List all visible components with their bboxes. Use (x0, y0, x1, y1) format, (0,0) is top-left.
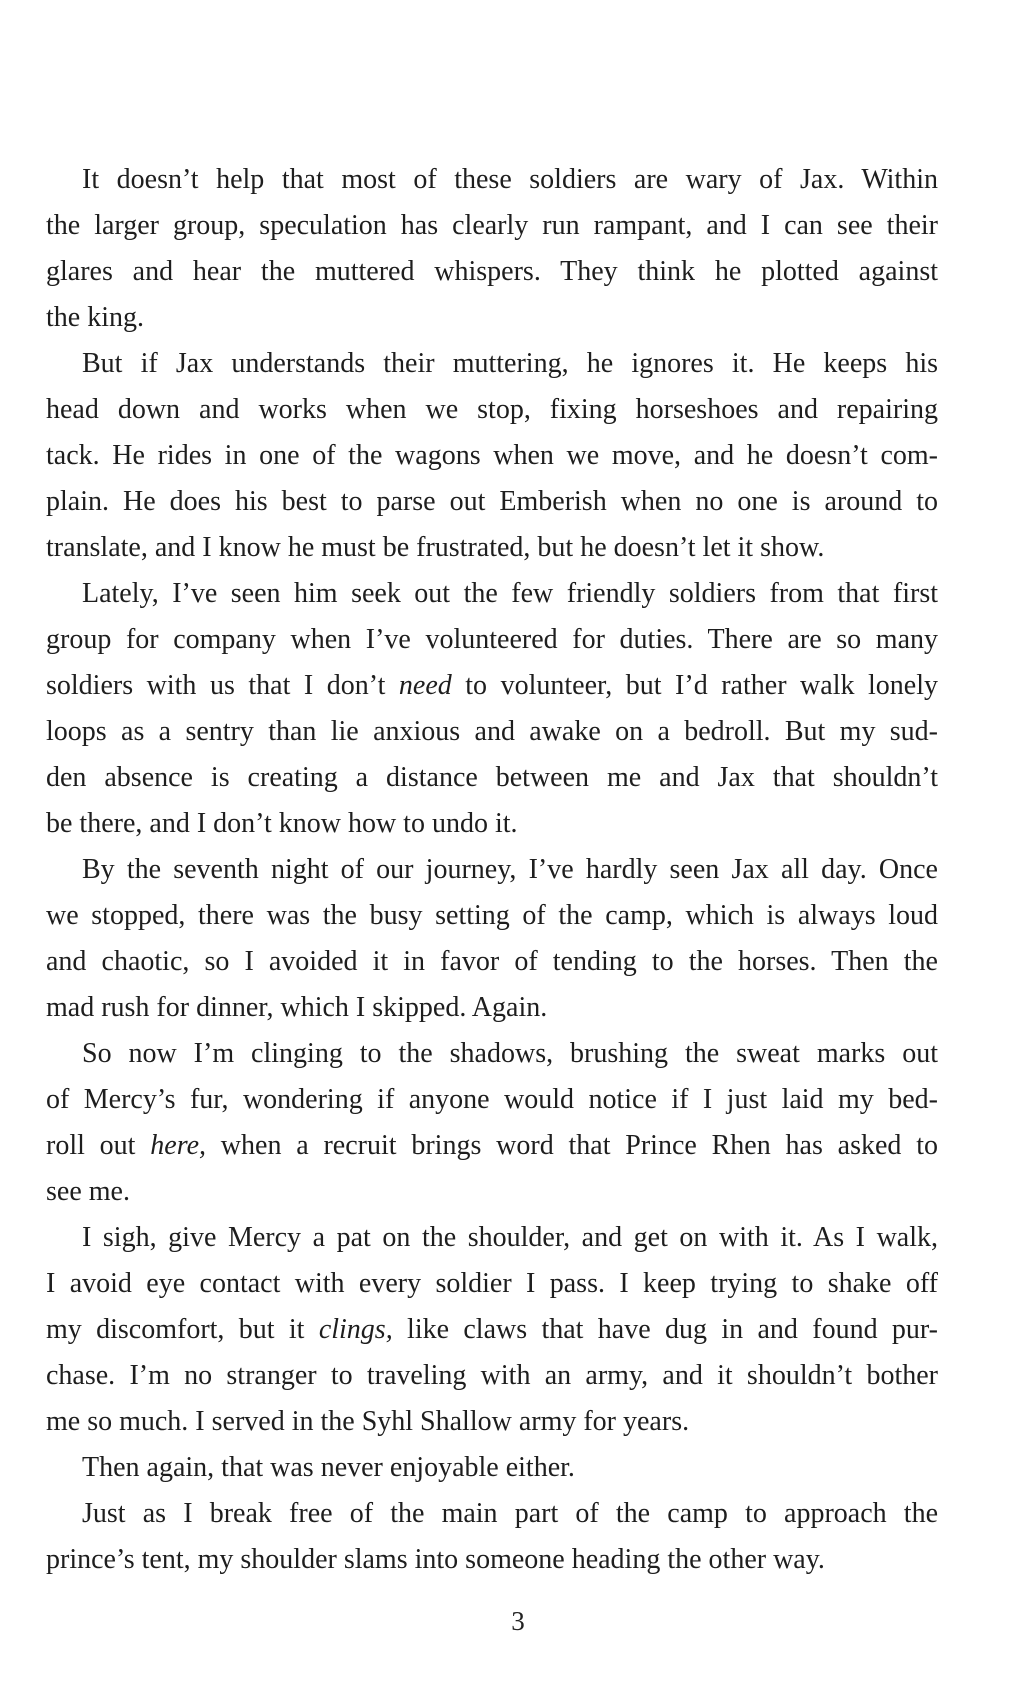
text-line (46, 663, 938, 709)
text-segment: prince’s tent, my shoulder slams into someone heading the other way. (46, 1544, 825, 1575)
text-segment: the larger group, speculation has clearly run rampant, and I can see their (46, 210, 938, 241)
text-segment: tack. He rides in one of the wagons when we move, and he doesn’t com- (46, 440, 938, 471)
text-line (46, 985, 938, 1031)
text-line (46, 1537, 938, 1583)
text-line (46, 341, 938, 387)
text-segment: mad rush for dinner, which I skipped. Again. (46, 992, 548, 1023)
text-segment: head down and works when we stop, fixing horseshoes and repairing (46, 394, 938, 425)
text-segment: loops as a sentry than lie anxious and awake on a bedroll. But my sud- (46, 716, 938, 747)
text-segment: plain. He does his best to parse out Emberish when no one is around to (46, 486, 938, 517)
text-segment: to volunteer, but I’d rather walk lonely (451, 670, 938, 701)
text-line (46, 1399, 938, 1445)
text-line (46, 203, 938, 249)
text-segment: I sigh, give Mercy a pat on the shoulder, and get on with it. As I walk, (82, 1222, 938, 1253)
text-segment: den absence is creating a distance between me and Jax that shouldn’t (46, 762, 938, 793)
text-line (46, 387, 938, 433)
text-line (46, 709, 938, 755)
text-line (46, 617, 938, 663)
text-line (46, 249, 938, 295)
text-segment: when a recruit brings word that Prince Rhen has asked to (206, 1130, 938, 1161)
text-line (46, 479, 938, 525)
text-line (46, 1261, 938, 1307)
text-line (46, 157, 938, 203)
text-line (46, 801, 938, 847)
body-text (46, 157, 938, 1583)
text-line (46, 939, 938, 985)
italic-text: here, (150, 1130, 206, 1161)
text-segment: glares and hear the muttered whispers. They think he plotted against (46, 256, 938, 287)
text-segment: translate, and I know he must be frustrated, but he doesn’t let it show. (46, 532, 825, 563)
text-segment: like claws that have dug in and found pur- (392, 1314, 938, 1345)
text-segment: Lately, I’ve seen him seek out the few friendly soldiers from that first (82, 578, 938, 609)
text-line (46, 847, 938, 893)
text-line (46, 755, 938, 801)
text-line (46, 893, 938, 939)
text-segment: be there, and I don’t know how to undo it. (46, 808, 518, 839)
text-line (46, 1077, 938, 1123)
text-segment: So now I’m clinging to the shadows, brushing the sweat marks out (82, 1038, 938, 1069)
text-segment: Just as I break free of the main part of the camp to approach the (82, 1498, 938, 1529)
text-segment: soldiers with us that I don’t (46, 670, 399, 701)
italic-text: clings, (318, 1314, 393, 1345)
text-line (46, 571, 938, 617)
text-segment: group for company when I’ve volunteered for duties. There are so many (46, 624, 938, 655)
text-line (46, 1491, 938, 1537)
text-segment: chase. I’m no stranger to traveling with an army, and it shouldn’t bother (46, 1360, 938, 1391)
text-segment: Then again, that was never enjoyable either. (82, 1452, 575, 1483)
text-line (46, 1031, 938, 1077)
page-number: 3 (511, 1606, 525, 1636)
text-segment: we stopped, there was the busy setting of the camp, which is always loud (46, 900, 938, 931)
italic-text: need (398, 670, 452, 701)
text-line (46, 433, 938, 479)
text-segment: But if Jax understands their muttering, he ignores it. He keeps his (82, 348, 938, 379)
text-line (46, 1307, 938, 1353)
text-segment: the king. (46, 302, 144, 333)
text-line (46, 1169, 938, 1215)
text-segment: It doesn’t help that most of these soldiers are wary of Jax. Within (82, 164, 938, 195)
text-line (46, 525, 938, 571)
text-segment: By the seventh night of our journey, I’ve hardly seen Jax all day. Once (82, 854, 938, 885)
text-line (46, 295, 938, 341)
text-line (46, 1123, 938, 1169)
text-line (46, 1353, 938, 1399)
text-segment: roll out (46, 1130, 151, 1161)
text-segment: of Mercy’s fur, wondering if anyone would notice if I just laid my bed- (46, 1084, 938, 1115)
text-segment: I avoid eye contact with every soldier I pass. I keep trying to shake off (46, 1268, 938, 1299)
text-segment: see me. (46, 1176, 130, 1207)
text-line (46, 1445, 938, 1491)
text-segment: my discomfort, but it (46, 1314, 319, 1345)
text-segment: me so much. I served in the Syhl Shallow army for years. (46, 1406, 690, 1437)
text-segment: and chaotic, so I avoided it in favor of tending to the horses. Then the (46, 946, 938, 977)
text-line (46, 1215, 938, 1261)
